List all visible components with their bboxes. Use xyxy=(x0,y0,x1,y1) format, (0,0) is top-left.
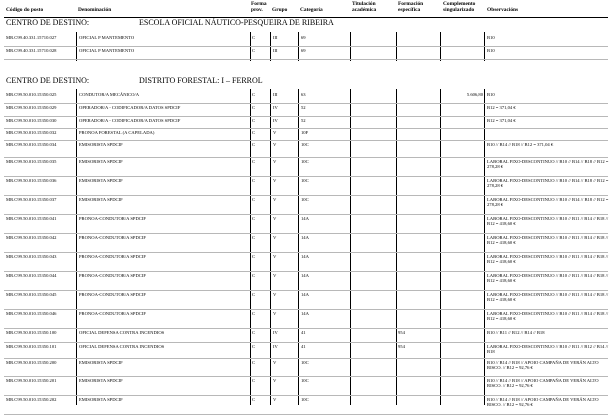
cell-grupo: V xyxy=(273,178,277,183)
cell-observacions: B10 xyxy=(487,48,495,53)
table-row xyxy=(0,291,615,310)
cell-categoria: 10C xyxy=(301,197,309,202)
cell-observacions: B12 = 371,04 € xyxy=(487,105,516,110)
cell-codigo: MR.C99.40.331.15710.027 xyxy=(6,35,57,40)
section-table xyxy=(0,89,615,408)
header-complemento-2: singularizado xyxy=(443,7,475,13)
cell-forma: C xyxy=(252,118,256,123)
cell-categoria: 52 xyxy=(301,105,306,110)
header-formacion-2: específica xyxy=(398,7,421,13)
cell-categoria: 10C xyxy=(301,360,309,365)
cell-formacion: 954 xyxy=(398,330,405,335)
cell-observacions: B10 // B14 // B18 // B12 = 371,04 € xyxy=(487,142,554,147)
row-divider xyxy=(4,59,608,60)
header-observacions: Observacións xyxy=(487,7,519,13)
table-row xyxy=(0,329,615,343)
cell-denominacion: PRONOA-CONDUTOR/A SPDCIF xyxy=(79,311,146,316)
table-row xyxy=(0,343,615,359)
cell-denominacion: OPERADOR/A - CODIFICADOR/A DATOS SPDCIF xyxy=(79,118,181,123)
cell-grupo: IV xyxy=(273,330,278,335)
header-denominacion: Denominación xyxy=(78,7,112,13)
cell-forma: C xyxy=(252,105,256,110)
cell-categoria: 63 xyxy=(301,92,306,97)
cell-grupo: V xyxy=(273,360,277,365)
cell-grupo: IV xyxy=(273,105,278,110)
table-row xyxy=(0,91,615,104)
table-row xyxy=(0,272,615,291)
table-row xyxy=(0,158,615,177)
cell-codigo: MR.C99.40.331.15710.028 xyxy=(6,48,57,53)
cell-denominacion: EMISORISTA SPDCIF xyxy=(79,142,123,147)
cell-observacions: LABORAL FIXO-DESCONTINUO // B10 // B11 // B14 // B18 // B12 = 418,60 € xyxy=(487,311,609,322)
cell-forma: C xyxy=(252,48,256,53)
header-codigo: Código do posto xyxy=(6,7,44,13)
cell-observacions: LABORAL FIXO-DESCONTINUO // B10 // B11 // B14 // B18 // B12 = 418,60 € xyxy=(487,273,609,284)
cell-categoria: 10F xyxy=(301,130,309,135)
cell-denominacion: EMISORISTA SPDCIF xyxy=(79,159,123,164)
section-name: ESCOLA OFICIAL NÁUTICO-PESQUEIRA DE RIBEIRA xyxy=(139,18,334,27)
cell-grupo: V xyxy=(273,235,277,240)
cell-categoria: 14A xyxy=(301,273,309,278)
cell-categoria: 10C xyxy=(301,397,309,402)
cell-categoria: 14A xyxy=(301,235,309,240)
cell-codigo: MR.C99.50.010.15350.036 xyxy=(6,178,57,183)
section-label: CENTRO DE DESTINO: xyxy=(6,76,90,85)
cell-grupo: V xyxy=(273,254,277,259)
section-table xyxy=(0,32,615,61)
cell-codigo: MR.C99.50.010.15350.032 xyxy=(6,130,57,135)
section-name: DISTRITO FORESTAL: I – FERROL xyxy=(139,76,263,85)
cell-observacions: LABORAL FIXO-DESCONTINUO // B10 // B14 // B18 // B12 = 278,28 € xyxy=(487,178,609,189)
cell-observacions: B12 = 371,04 € xyxy=(487,118,516,123)
cell-codigo: MR.C99.50.010.15350.100 xyxy=(6,330,57,335)
cell-denominacion: EMISORISTA SPDCIF xyxy=(79,360,123,365)
header-forma-prov-1: Forma xyxy=(251,1,267,7)
cell-categoria: 10C xyxy=(301,178,309,183)
cell-denominacion: PRONOA-CONDUTOR/A SPDCIF xyxy=(79,216,146,221)
cell-grupo: V xyxy=(273,216,277,221)
table-row xyxy=(0,377,615,396)
cell-denominacion: PRONOA-CONDUTOR/A SPDCIF xyxy=(79,273,146,278)
cell-forma: C xyxy=(252,292,256,297)
cell-forma: C xyxy=(252,397,256,402)
cell-observacions: B10 // B14 // B18 // APOIO CAMPAÑA DE VERÁN ALTO RISCO. // B12 = 92,76 € xyxy=(487,378,599,389)
cell-categoria: 41 xyxy=(301,344,306,349)
cell-codigo: MR.C99.50.010.15350.034 xyxy=(6,142,57,147)
cell-observacions: LABORAL FIXO-DESCONTINUO // B10 // B11 // B14 // B18 // B12 = 418,60 € xyxy=(487,235,609,246)
cell-categoria: 14A xyxy=(301,216,309,221)
cell-grupo: V xyxy=(273,159,277,164)
cell-grupo: III xyxy=(273,48,278,53)
cell-grupo: V xyxy=(273,397,277,402)
cell-categoria: 52 xyxy=(301,118,306,123)
cell-observacions: B10 // B14 // B18 // APOIO CAMPAÑA DE VERÁN ALTO RISCO. // B12 = 92,76 € xyxy=(487,360,599,371)
table-row xyxy=(0,359,615,377)
cell-forma: C xyxy=(252,197,256,202)
table-row xyxy=(0,141,615,158)
cell-observacions: LABORAL FIXO-DESCONTINUO // B10 // B11 // B14 // B18 // B12 = 418,60 € xyxy=(487,292,609,303)
table-row xyxy=(0,117,615,129)
cell-denominacion: PRONOA-CONDUTOR/A SPDCIF xyxy=(79,235,146,240)
cell-codigo: MR.C99.50.010.15350.045 xyxy=(6,292,57,297)
cell-observacions: LABORAL FIXO-DESCONTINUO // B10 // B11 // B12 // B14 // B18 xyxy=(487,344,609,355)
cell-observacions: LABORAL FIXO-DESCONTINUO // B10 // B11 // B14 // B18 // B12 = 418,60 € xyxy=(487,254,609,265)
cell-categoria: 10C xyxy=(301,159,309,164)
cell-codigo: MR.C99.50.010.15350.030 xyxy=(6,118,57,123)
cell-forma: C xyxy=(252,35,256,40)
cell-denominacion: OFICIAL DEFENSA CONTRA INCENDIOS xyxy=(79,330,165,335)
cell-categoria: 41 xyxy=(301,330,306,335)
cell-forma: C xyxy=(252,178,256,183)
table-row xyxy=(0,253,615,272)
cell-forma: C xyxy=(252,235,256,240)
cell-grupo: III xyxy=(273,92,278,97)
cell-observacions: B10 xyxy=(487,92,495,97)
cell-denominacion: PRONOA FORESTAL (A CAPELADA) xyxy=(79,130,155,135)
cell-forma: C xyxy=(252,92,256,97)
cell-codigo: MR.C99.50.010.15350.200 xyxy=(6,360,57,365)
cell-denominacion: OFICIAL DEFENSA CONTRA INCENDIOS xyxy=(79,344,165,349)
cell-denominacion: OPERADOR/A - CODIFICADOR/A DATOS SPDCIF xyxy=(79,105,181,110)
table-header xyxy=(0,0,615,20)
cell-forma: C xyxy=(252,360,256,365)
cell-codigo: MR.C99.50.010.15350.046 xyxy=(6,311,57,316)
cell-codigo: MR.C99.50.010.15350.202 xyxy=(6,397,57,402)
cell-codigo: MR.C99.50.010.15350.029 xyxy=(6,105,57,110)
header-forma-prov-2: prov. xyxy=(251,7,263,13)
table-row xyxy=(0,177,615,196)
cell-categoria: 14A xyxy=(301,292,309,297)
section-label: CENTRO DE DESTINO: xyxy=(6,18,90,27)
cell-forma: C xyxy=(252,273,256,278)
cell-forma: C xyxy=(252,216,256,221)
cell-forma: C xyxy=(252,311,256,316)
cell-denominacion: CONDUTOR/A MECÁNICO/A xyxy=(79,92,140,97)
cell-codigo: MR.C99.50.010.15350.043 xyxy=(6,254,57,259)
cell-denominacion: EMISORISTA SPDCIF xyxy=(79,178,123,183)
table-row xyxy=(0,104,615,117)
cell-categoria: 10C xyxy=(301,142,309,147)
cell-forma: C xyxy=(252,130,256,135)
cell-codigo: MR.C99.50.010.15350.042 xyxy=(6,235,57,240)
cell-grupo: V xyxy=(273,311,277,316)
table-row xyxy=(0,310,615,329)
header-grupo: Grupo xyxy=(272,7,288,13)
cell-codigo: MR.C99.50.010.15350.101 xyxy=(6,344,57,349)
table-row xyxy=(0,196,615,215)
header-categoria: Categoría xyxy=(300,7,323,13)
cell-codigo: MR.C99.50.010.15350.041 xyxy=(6,216,57,221)
cell-observacions: B10 // B14 // B18 // APOIO CAMPAÑA DE VERÁN ALTO RISCO. // B12 = 92,76 € xyxy=(487,397,599,408)
table-row xyxy=(0,234,615,253)
cell-categoria: 69 xyxy=(301,48,306,53)
cell-observacions: LABORAL FIXO-DESCONTINUO // B10 // B14 // B18 // B12 = 278,28 € xyxy=(487,159,609,170)
cell-categoria: 69 xyxy=(301,35,306,40)
cell-codigo: MR.C99.50.010.15350.201 xyxy=(6,378,57,383)
table-row xyxy=(0,129,615,141)
cell-complemento: 5.606,80 xyxy=(466,92,483,97)
cell-forma: C xyxy=(252,330,256,335)
cell-forma: C xyxy=(252,159,256,164)
cell-categoria: 14A xyxy=(301,311,309,316)
cell-formacion: 954 xyxy=(398,344,405,349)
table-row xyxy=(0,215,615,234)
table-row xyxy=(0,47,615,60)
cell-grupo: V xyxy=(273,142,277,147)
cell-grupo: V xyxy=(273,130,277,135)
cell-observacions: LABORAL FIXO-DESCONTINUO // B10 // B11 // B14 // B18 // B12 = 418,60 € xyxy=(487,216,609,227)
cell-observacions: B10 // B11 // B12 // B14 // B18 xyxy=(487,330,545,335)
cell-forma: C xyxy=(252,378,256,383)
cell-grupo: IV xyxy=(273,344,278,349)
cell-denominacion: PRONOA-CONDUTOR/A SPDCIF xyxy=(79,254,146,259)
cell-observacions: LABORAL FIXO-DESCONTINUO // B10 // B14 // B18 // B12 = 278,28 € xyxy=(487,197,609,208)
cell-denominacion: EMISORISTA SPDCIF xyxy=(79,197,123,202)
cell-denominacion: OFICIAL P MANTEMENTO xyxy=(79,48,135,53)
cell-forma: C xyxy=(252,254,256,259)
cell-forma: C xyxy=(252,142,256,147)
cell-observacions: B10 xyxy=(487,35,495,40)
cell-grupo: IV xyxy=(273,118,278,123)
table-row xyxy=(0,34,615,47)
cell-codigo: MR.C99.50.010.15350.037 xyxy=(6,197,57,202)
header-formacion-1: Formación xyxy=(398,1,424,7)
header-complemento-1: Complemento xyxy=(443,1,476,7)
cell-forma: C xyxy=(252,344,256,349)
header-titulacion-2: académica xyxy=(352,7,377,13)
cell-categoria: 14A xyxy=(301,254,309,259)
cell-denominacion: PRONOA-CONDUTOR/A SPDCIF xyxy=(79,292,146,297)
cell-denominacion: OFICIAL P MANTEMENTO xyxy=(79,35,135,40)
cell-codigo: MR.C99.50.010.15350.044 xyxy=(6,273,57,278)
cell-denominacion: EMISORISTA SPDCIF xyxy=(79,397,123,402)
cell-categoria: 10C xyxy=(301,378,309,383)
cell-codigo: MR.C99.50.010.15350.035 xyxy=(6,159,57,164)
cell-grupo: V xyxy=(273,378,277,383)
cell-grupo: III xyxy=(273,35,278,40)
cell-codigo: MR.C99.50.010.15350.025 xyxy=(6,92,57,97)
cell-denominacion: EMISORISTA SPDCIF xyxy=(79,378,123,383)
cell-grupo: V xyxy=(273,197,277,202)
cell-grupo: V xyxy=(273,292,277,297)
header-titulacion-1: Titulación xyxy=(352,1,376,7)
cell-grupo: V xyxy=(273,273,277,278)
